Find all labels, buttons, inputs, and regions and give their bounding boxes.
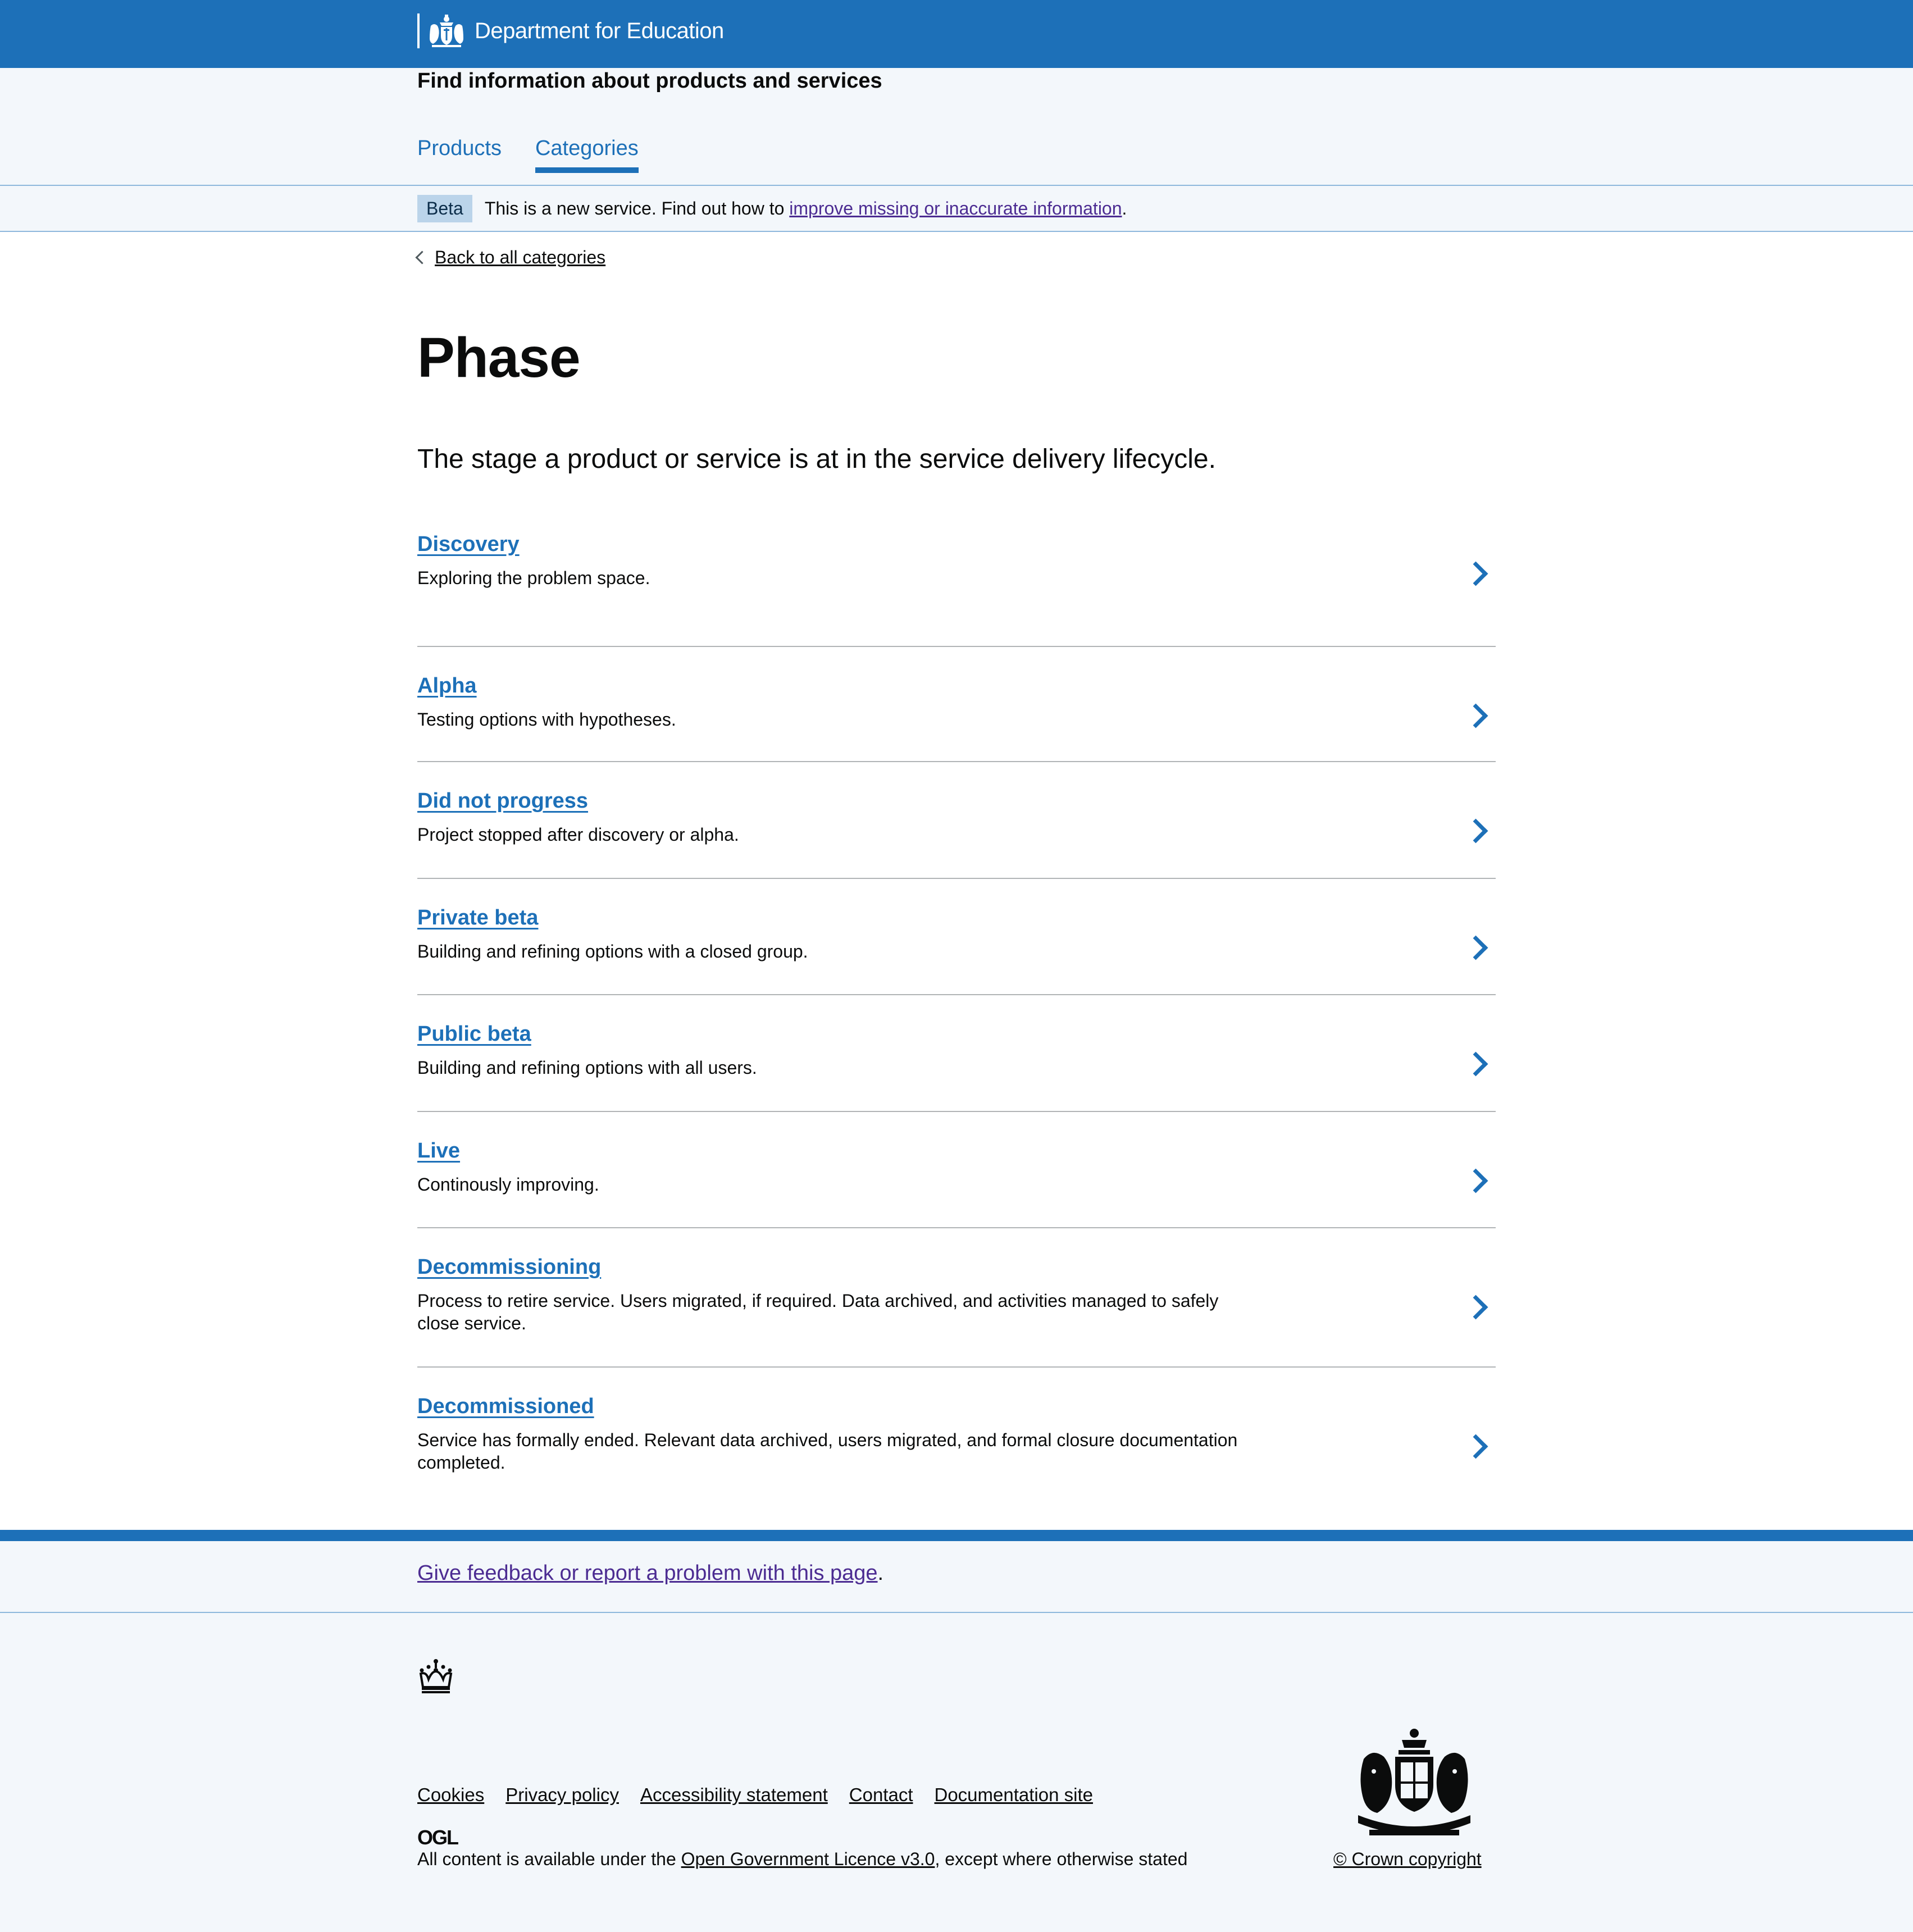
chevron-right-icon[interactable] — [1464, 1052, 1488, 1077]
chevron-right-icon[interactable] — [1464, 1295, 1488, 1320]
chevron-right-icon[interactable] — [1464, 819, 1488, 844]
feedback-suffix: . — [877, 1561, 884, 1585]
footer-link-documentation[interactable]: Documentation site — [934, 1784, 1093, 1805]
list-item[interactable] — [417, 1368, 1496, 1497]
organisation-name: Department for Education — [475, 18, 724, 43]
beta-text: This is a new service. Find out how to — [484, 198, 790, 218]
phase-description: Process to retire service. Users migrated, if required. Data archived, and activities managed to safely close service. — [417, 1291, 1219, 1333]
licence-prefix: All content is available under the — [417, 1849, 681, 1869]
list-item[interactable] — [417, 1228, 1496, 1368]
phase-description: Continously improving. — [417, 1174, 599, 1195]
phase-description: Building and refining options with a closed group. — [417, 941, 808, 962]
list-item[interactable] — [417, 1112, 1496, 1228]
crown-copyright-link[interactable]: © Crown copyright — [1333, 1849, 1482, 1869]
footer-link-contact[interactable]: Contact — [849, 1784, 913, 1805]
page-lead: The stage a product or service is at in the service delivery lifecycle. — [417, 444, 1216, 474]
phase-banner — [0, 186, 1913, 232]
phase-description: Service has formally ended. Relevant data archived, users migrated, and formal closure documentation completed. — [417, 1430, 1238, 1473]
service-name[interactable]: Find information about products and services — [417, 69, 882, 93]
chevron-left-icon — [415, 250, 429, 264]
royal-coat-of-arms-icon — [1347, 1725, 1482, 1843]
phase-link-private-beta[interactable]: Private beta — [417, 906, 539, 929]
svg-text:OGL: OGL — [417, 1828, 458, 1847]
list-item[interactable] — [417, 531, 1496, 647]
improve-information-link[interactable]: improve missing or inaccurate information — [789, 198, 1122, 218]
ogl-logo-icon — [417, 1828, 464, 1847]
phase-description: Testing options with hypotheses. — [417, 709, 676, 730]
feedback-link[interactable]: Give feedback or report a problem with this page — [417, 1561, 878, 1585]
royal-crest-icon — [427, 13, 466, 48]
back-link-label: Back to all categories — [435, 247, 606, 267]
chevron-right-icon[interactable] — [1464, 562, 1488, 586]
beta-tag: Beta — [417, 195, 472, 222]
phase-link-public-beta[interactable]: Public beta — [417, 1022, 531, 1046]
licence-suffix: , except where otherwise stated — [935, 1849, 1188, 1869]
chevron-right-icon[interactable] — [1464, 936, 1488, 960]
list-item[interactable] — [417, 647, 1496, 762]
chevron-right-icon[interactable] — [1464, 704, 1488, 728]
phase-link-discovery[interactable]: Discovery — [417, 532, 520, 556]
site-header — [0, 0, 1913, 68]
licence-text — [417, 1849, 1187, 1870]
list-item[interactable] — [417, 762, 1496, 879]
phase-list — [417, 531, 1496, 1497]
back-link[interactable] — [417, 247, 605, 268]
beta-text-end: . — [1122, 198, 1127, 218]
phase-link-decommissioning[interactable]: Decommissioning — [417, 1255, 602, 1279]
crown-icon — [417, 1658, 454, 1694]
phase-link-alpha[interactable]: Alpha — [417, 674, 477, 698]
phase-link-decommissioned[interactable]: Decommissioned — [417, 1395, 594, 1418]
site-footer — [0, 1613, 1913, 1932]
chevron-right-icon[interactable] — [1464, 1169, 1488, 1193]
list-item[interactable] — [417, 879, 1496, 995]
footer-link-cookies[interactable]: Cookies — [417, 1784, 485, 1805]
footer-link-privacy[interactable]: Privacy policy — [505, 1784, 619, 1805]
phase-link-did-not-progress[interactable]: Did not progress — [417, 789, 589, 813]
phase-description: Project stopped after discovery or alpha. — [417, 824, 739, 845]
chevron-right-icon[interactable] — [1464, 1434, 1488, 1459]
phase-description: Building and refining options with all users. — [417, 1058, 757, 1078]
nav-tab-categories[interactable]: Categories — [535, 136, 639, 173]
phase-link-live[interactable]: Live — [417, 1139, 461, 1163]
ogl-licence-link[interactable]: Open Government Licence v3.0 — [681, 1849, 935, 1869]
phase-description: Exploring the problem space. — [417, 568, 650, 588]
dfe-logo-link[interactable] — [417, 13, 724, 48]
service-nav-links — [417, 136, 639, 173]
footer-link-accessibility[interactable]: Accessibility statement — [640, 1784, 828, 1805]
nav-tab-products[interactable]: Products — [417, 136, 502, 160]
footer-links — [417, 1784, 1093, 1806]
service-navigation — [0, 68, 1913, 186]
list-item[interactable] — [417, 995, 1496, 1112]
feedback-bar — [0, 1530, 1913, 1613]
page-title: Phase — [417, 326, 580, 389]
